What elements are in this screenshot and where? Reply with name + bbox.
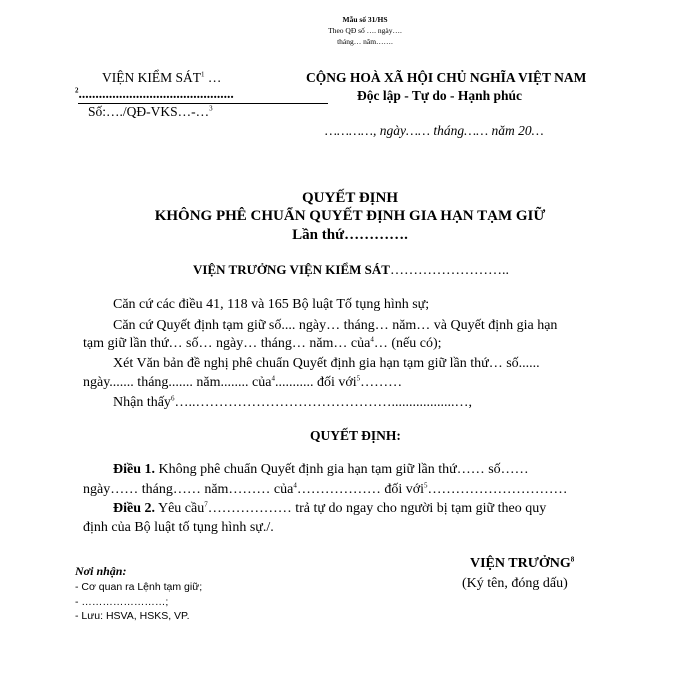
preamble-decision-basis-line1: Căn cứ Quyết định tạm giữ số.... ngày… tháng… năm… và Quyết định gia hạn <box>113 318 558 333</box>
article-1-line2: ngày…… tháng…… năm……… của$^4$……………… đối với$^5$………………………… <box>83 481 568 497</box>
preamble-finding: Nhận thấy$^6$…..……………………………………..................…, <box>113 394 472 410</box>
form-reference-line1: Theo QĐ số …. ngày…. <box>328 26 402 35</box>
agency-name: VIỆN KIỂM SÁT$^1$ … <box>102 70 222 85</box>
national-motto: Độc lập - Tự do - Hạnh phúc <box>357 88 523 103</box>
agency-sub-line: $^2$.............................................. <box>75 86 234 101</box>
recipient-item: - Lưu: HSVA, HSKS, VP. <box>75 610 190 622</box>
form-code: Mẫu số 31/HS <box>342 15 388 24</box>
document-number: Số:…./QĐ-VKS…-…$^3$ <box>88 104 213 119</box>
article-2-line2: định của Bộ luật tố tụng hình sự./. <box>83 520 274 535</box>
issuing-authority: VIỆN TRƯỞNG VIỆN KIỂM SÁT…………………….. <box>193 262 509 278</box>
preamble-decision-basis-line2: tạm giữ lần thứ… số… ngày… tháng… năm… của$^4$… (nếu có); <box>83 335 442 351</box>
recipients-heading: Nơi nhận: <box>75 564 127 578</box>
signature-note: (Ký tên, đóng dấu) <box>462 576 568 591</box>
iteration-line: Lần thứ…………. <box>292 227 408 243</box>
form-reference-line2: tháng… năm……. <box>337 37 393 46</box>
decision-heading: QUYẾT ĐỊNH: <box>310 428 401 443</box>
national-title: CỘNG HOÀ XÃ HỘI CHỦ NGHĨA VIỆT NAM <box>306 70 587 85</box>
date-line: …………, ngày…… tháng…… năm 20… <box>325 123 544 138</box>
preamble-legal-basis: Căn cứ các điều 41, 118 và 165 Bộ luật Tố tụng hình sự; <box>113 297 430 312</box>
article-1-line1: Điều 1. Không phê chuẩn Quyết định gia hạn tạm giữ lần thứ…… số…… <box>113 462 529 477</box>
article-2-line1: Điều 2. Yêu cầu$^7$……………… trả tự do ngay cho người bị tạm giữ theo quy <box>113 500 547 516</box>
document-subtitle: KHÔNG PHÊ CHUẨN QUYẾT ĐỊNH GIA HẠN TẠM GIỮ <box>154 208 546 224</box>
preamble-request-line2: ngày....... tháng....... năm........ của$^4$........... đối với$^5$……… <box>83 374 403 390</box>
recipient-item: - Cơ quan ra Lệnh tạm giữ; <box>75 581 203 593</box>
signature-title: VIỆN TRƯỞNG$^8$ <box>470 555 575 571</box>
document-title: QUYẾT ĐỊNH <box>302 190 398 206</box>
recipient-item: - ……………………; <box>75 596 169 608</box>
preamble-request-line1: Xét Văn bản đề nghị phê chuẩn Quyết định gia hạn tạm giữ lần thứ… số...... <box>113 356 540 371</box>
